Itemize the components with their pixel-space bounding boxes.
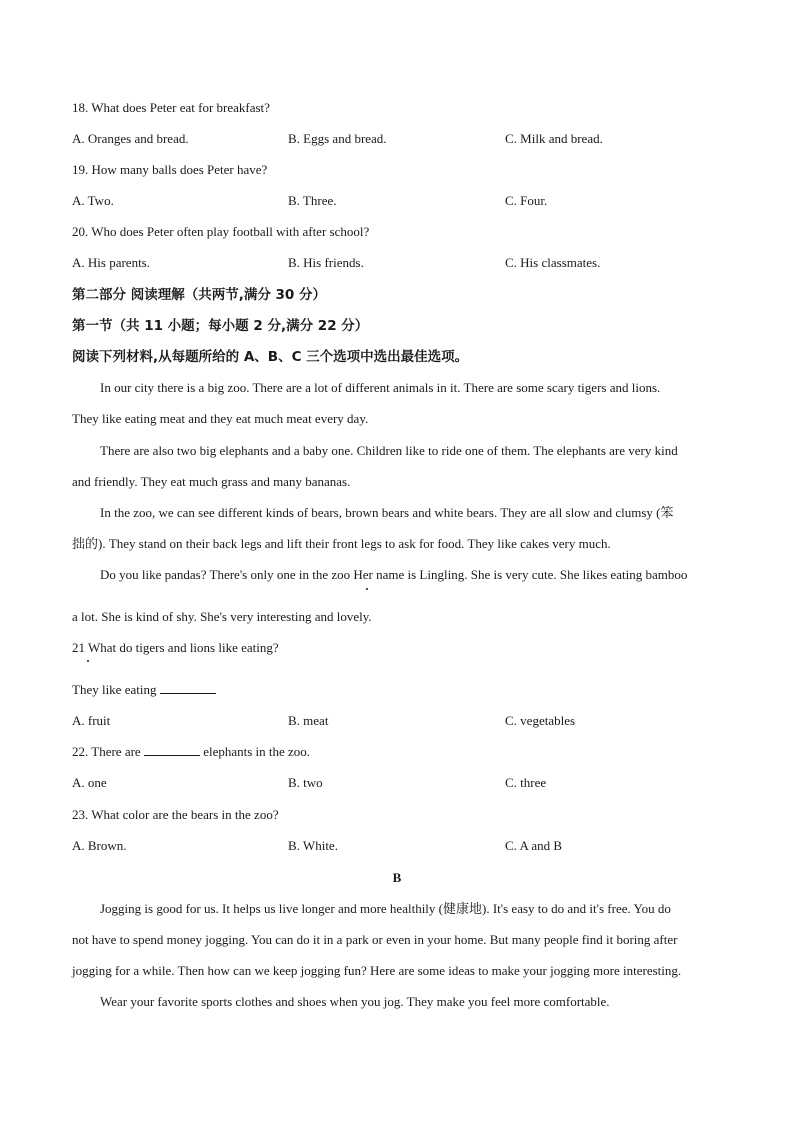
passage-b-heading: B bbox=[392, 870, 402, 885]
passage-a-p3-line1: In the zoo, we can see different kinds of bears, brown bears and white bears. They are all slow and clumsy (笨 bbox=[100, 505, 674, 520]
question-22-stem-after: elephants in the zoo. bbox=[203, 744, 311, 759]
passage-a-p2-line1: There are also two big elephants and a baby one. Children like to ride one of them. The elephants are very kind bbox=[100, 443, 678, 458]
question-22-option-a: A. one bbox=[72, 775, 107, 790]
question-22-stem-before: 22. There are bbox=[72, 744, 141, 759]
passage-a-p2-line2: and friendly. They eat much grass and many bananas. bbox=[72, 474, 351, 489]
section-2-title: 第二部分 阅读理解（共两节,满分 30 分） bbox=[72, 287, 327, 303]
question-20-option-a: A. His parents. bbox=[72, 255, 150, 270]
question-18-stem: 18. What does Peter eat for breakfast? bbox=[72, 100, 270, 115]
question-21-answer-line bbox=[72, 682, 216, 698]
answer-blank bbox=[144, 744, 200, 756]
passage-a-p1-line1: In our city there is a big zoo. There are a lot of different animals in it. There are some scary tigers and lions. bbox=[100, 380, 661, 395]
passage-a-p4-line2: a lot. She is kind of shy. She's very interesting and lovely. bbox=[72, 609, 372, 624]
question-21-option-c: C. vegetables bbox=[505, 713, 576, 728]
question-22-option-c: C. three bbox=[505, 775, 547, 790]
question-18-option-c: C. Milk and bread. bbox=[505, 131, 603, 146]
question-22-option-b: B. two bbox=[288, 775, 323, 790]
question-23-stem: 23. What color are the bears in the zoo? bbox=[72, 807, 279, 822]
passage-b-p1-line1: Jogging is good for us. It helps us live longer and more healthily (健康地). It's easy to do and it's free. You do bbox=[100, 901, 671, 916]
question-19-option-a: A. Two. bbox=[72, 193, 114, 208]
reading-instructions: 阅读下列材料,从每题所给的 A、B、C 三个选项中选出最佳选项。 bbox=[72, 349, 469, 365]
passage-b-p2-line1: Wear your favorite sports clothes and shoes when you jog. They make you feel more comfortable. bbox=[100, 994, 610, 1009]
question-18-option-a: A. Oranges and bread. bbox=[72, 131, 189, 146]
question-21-option-b: B. meat bbox=[288, 713, 329, 728]
question-19-option-b: B. Three. bbox=[288, 193, 337, 208]
question-20-option-c: C. His classmates. bbox=[505, 255, 601, 270]
question-22-stem bbox=[72, 744, 310, 760]
passage-a-p4-line1: Do you like pandas? There's only one in the zoo Her name is Lingling. She is very cute. She likes eating bamboo bbox=[100, 567, 688, 582]
stray-dot-mark bbox=[366, 588, 368, 590]
question-18-option-b: B. Eggs and bread. bbox=[288, 131, 387, 146]
question-23-option-b: B. White. bbox=[288, 838, 338, 853]
answer-blank bbox=[160, 682, 216, 694]
stray-dot-mark bbox=[87, 660, 89, 662]
question-21-option-a: A. fruit bbox=[72, 713, 111, 728]
question-21-answer-prompt: They like eating bbox=[72, 682, 157, 697]
question-19-option-c: C. Four. bbox=[505, 193, 548, 208]
question-20-option-b: B. His friends. bbox=[288, 255, 364, 270]
passage-a-p3-line2: 拙的). They stand on their back legs and lift their front legs to ask for food. They like cakes very much. bbox=[72, 536, 611, 551]
question-20-stem: 20. Who does Peter often play football with after school? bbox=[72, 224, 370, 239]
question-23-option-a: A. Brown. bbox=[72, 838, 127, 853]
passage-a-p1-line2: They like eating meat and they eat much meat every day. bbox=[72, 411, 369, 426]
section-2-subtitle: 第一节（共 11 小题；每小题 2 分,满分 22 分） bbox=[72, 318, 369, 334]
question-21-stem: 21 What do tigers and lions like eating? bbox=[72, 640, 279, 655]
question-19-stem: 19. How many balls does Peter have? bbox=[72, 162, 268, 177]
passage-b-p1-line2: not have to spend money jogging. You can do it in a park or even in your home. But many people find it boring after bbox=[72, 932, 678, 947]
passage-b-p1-line3: jogging for a while. Then how can we keep jogging fun? Here are some ideas to make your jogging more interesting. bbox=[72, 963, 682, 978]
question-23-option-c: C. A and B bbox=[505, 838, 563, 853]
